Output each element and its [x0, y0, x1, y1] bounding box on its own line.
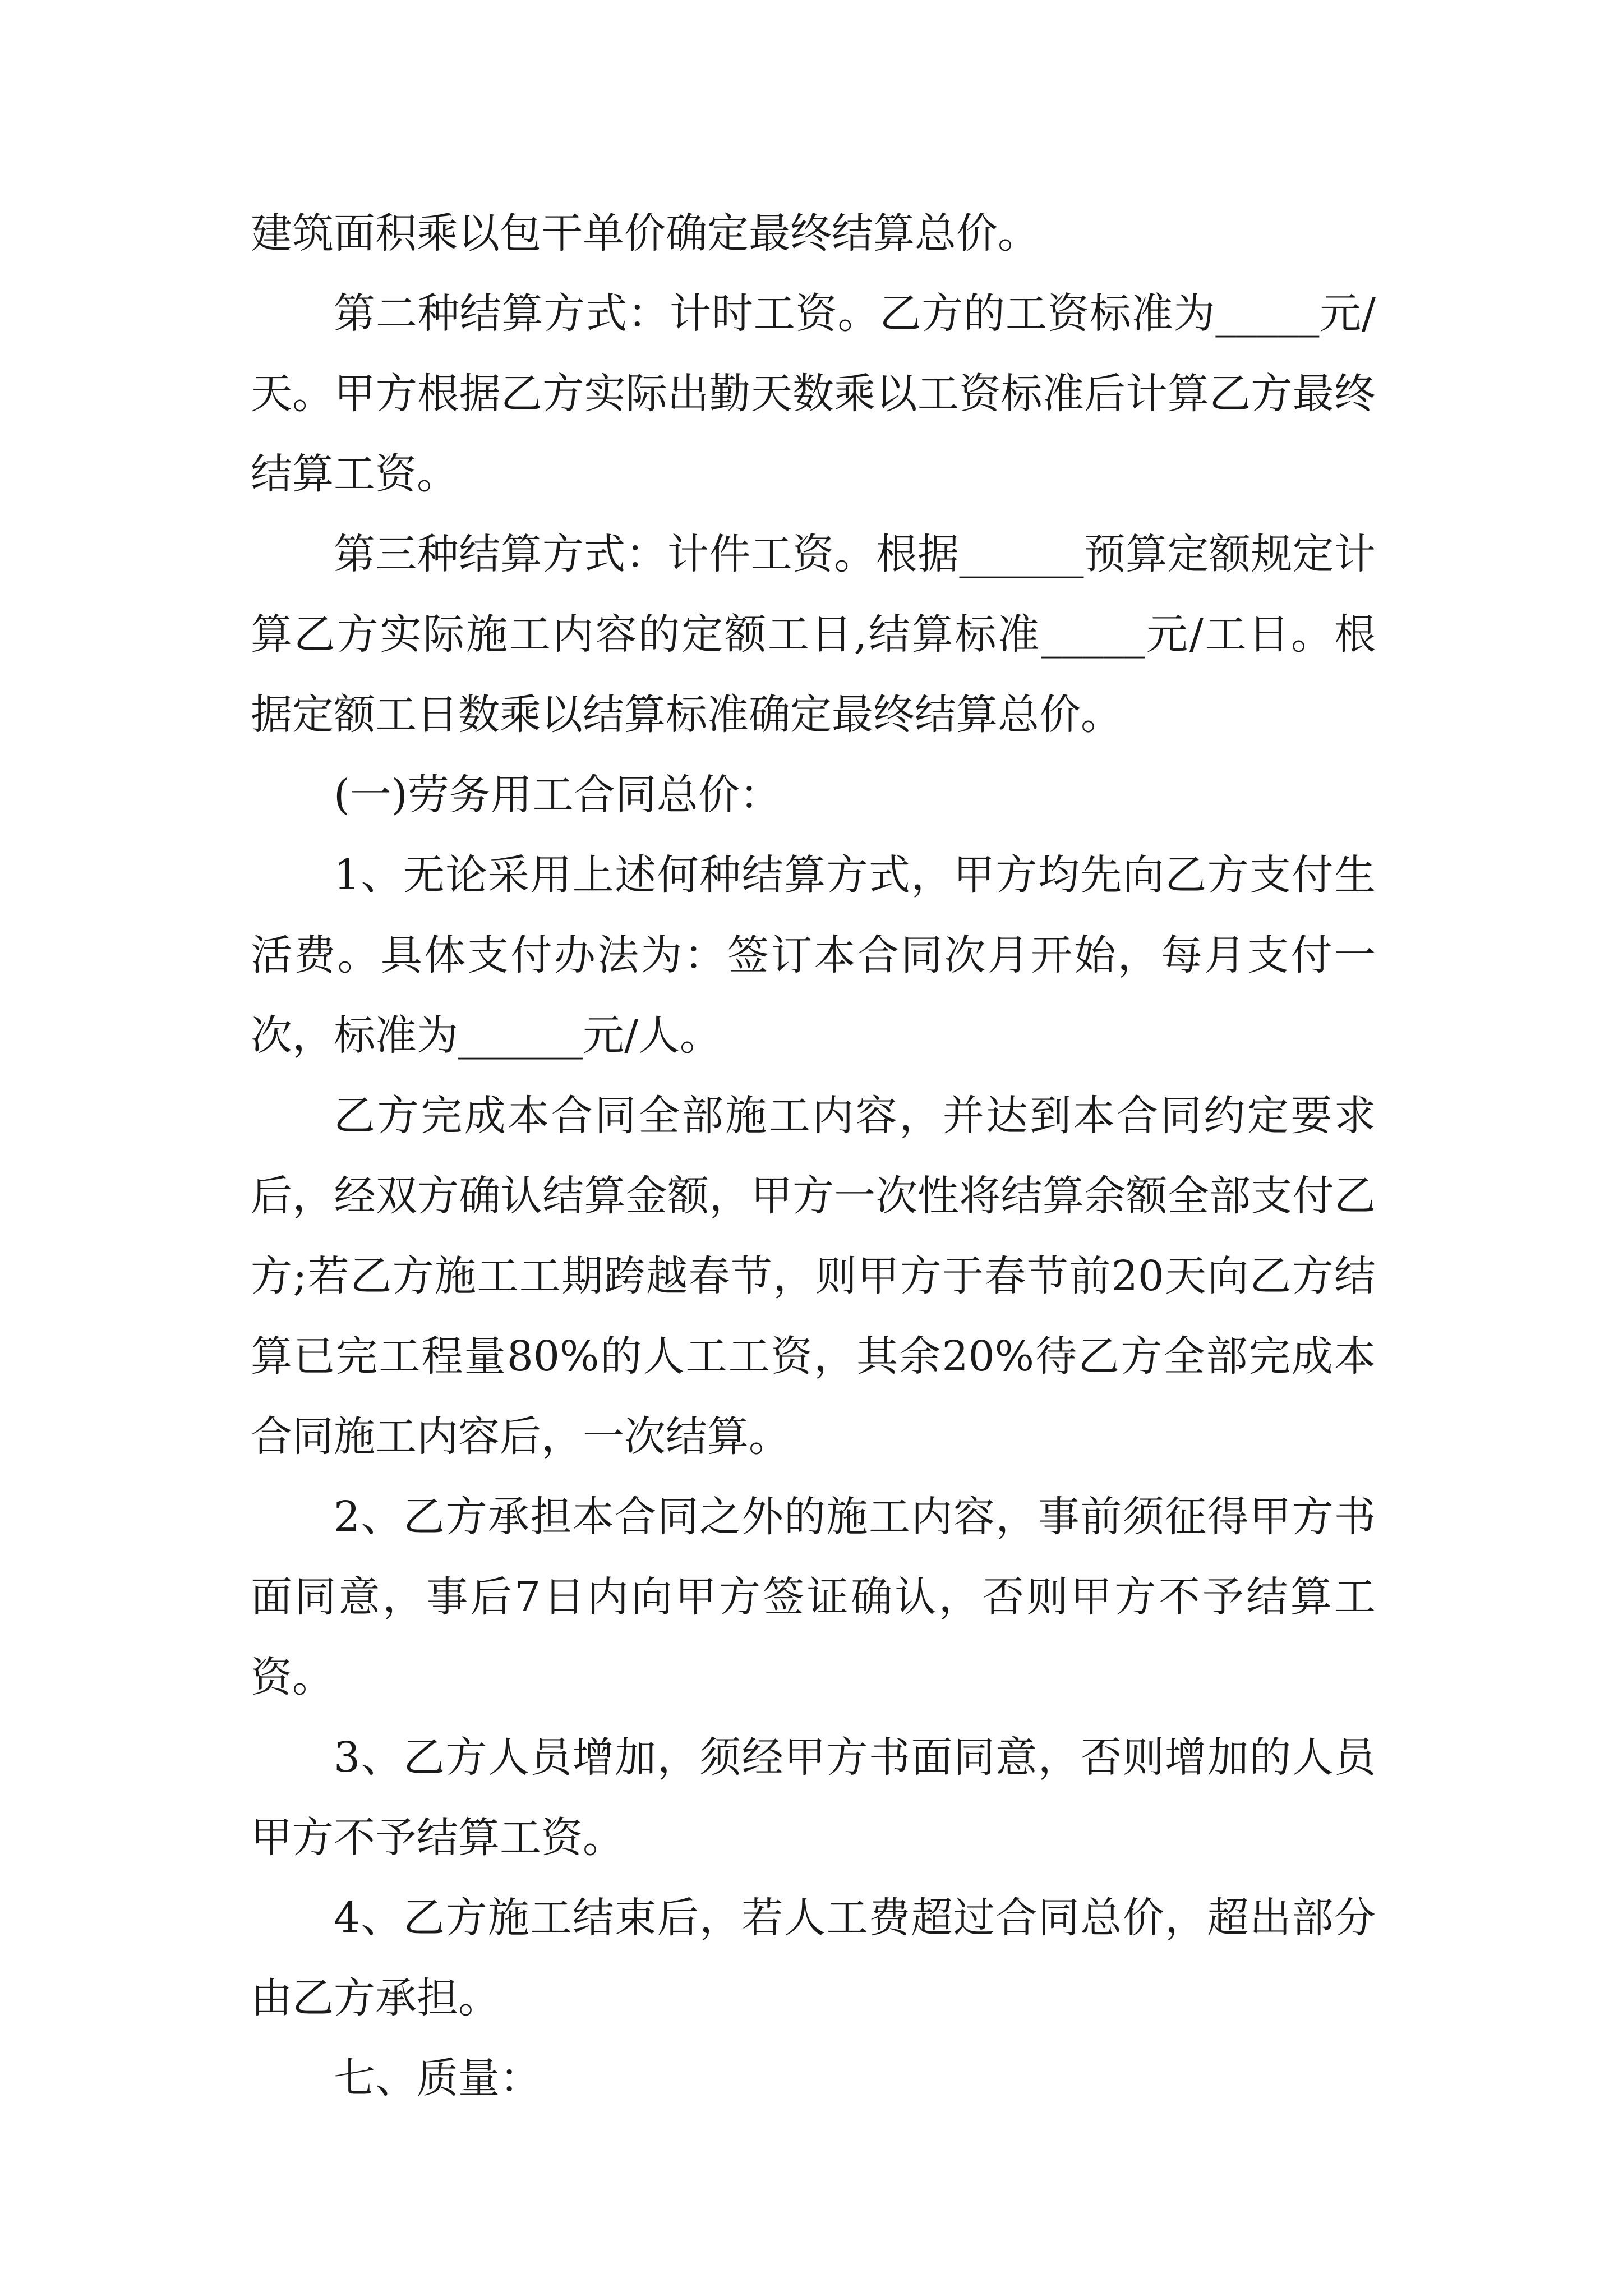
- paragraph-clause-1-continued: 乙方完成本合同全部施工内容，并达到本合同约定要求后，经双方确认结算金额，甲方一次性将结算余额全部支付乙方;若乙方施工工期跨越春节，则甲方于春节前20天向乙方结算已完工程量80%的人工工资，其余20%待乙方全部完成本合同施工内容后，一次结算。: [251, 1092, 1376, 1461]
- paragraph-clause-4: 4、乙方施工结束后，若人工费超过合同总价，超出部分由乙方承担。: [251, 1894, 1376, 2022]
- paragraph-settlement-total: 建筑面积乘以包干单价确定最终结算总价。: [251, 209, 1039, 257]
- paragraph-clause-3: 3、乙方人员增加，须经甲方书面同意，否则增加的人员甲方不予结算工资。: [251, 1733, 1376, 1862]
- section-heading-contract-total: (一)劳务用工合同总价：: [334, 771, 781, 819]
- paragraph-settlement-method-2: 第二种结算方式：计时工资。乙方的工资标准为_____元/天。甲方根据乙方实际出勤天数乘以工资标准后计算乙方最终结算工资。: [251, 289, 1376, 498]
- document-body: [251, 194, 1376, 2119]
- paragraph-settlement-method-3: 第三种结算方式：计件工资。根据______预算定额规定计算乙方实际施工内容的定额工日,结算标准_____元/工日。根据定额工日数乘以结算标准确定最终结算总价。: [251, 530, 1376, 739]
- paragraph-clause-1: 1、无论采用上述何种结算方式，甲方均先向乙方支付生活费。具体支付办法为：签订本合同次月开始，每月支付一次，标准为______元/人。: [251, 851, 1376, 1060]
- paragraph-clause-2: 2、乙方承担本合同之外的施工内容，事前须征得甲方书面同意，事后7日内向甲方签证确认，否则甲方不予结算工资。: [251, 1493, 1376, 1701]
- section-heading-quality: 七、质量：: [334, 2054, 541, 2102]
